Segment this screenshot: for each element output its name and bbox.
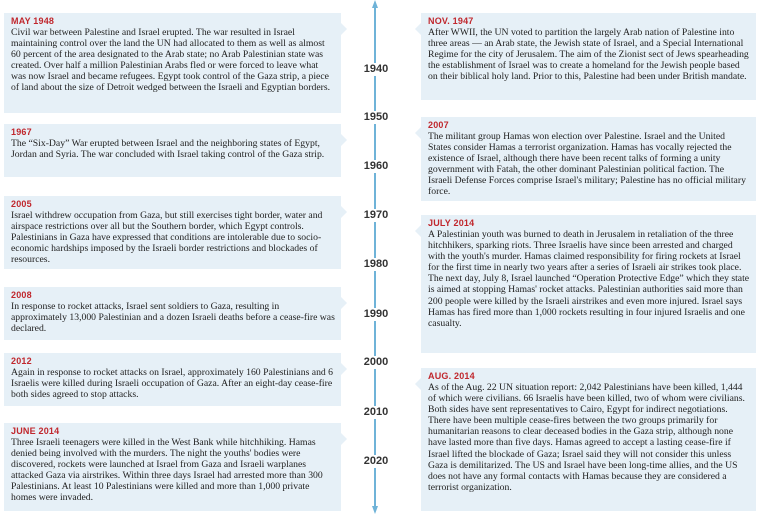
event-nov-1947 xyxy=(421,13,756,100)
event-2012 xyxy=(4,353,341,406)
event-text: The militant group Hamas won election over Palestine. Israel and the United States consider Hamas a terrorist organization. Hamas has vocally rejected the existence of Israel, although there have been recent talks of forming a unity government with Fatah, the other dominant Palestinian political faction. The Israeli Defense Forces comprise Israel's military; Palestine has no official military force. xyxy=(428,131,746,198)
event-text: Again in response to rocket attacks on Israel, approximately 160 Palestinians and 6 Israelis were killed during Israeli occupation of Gaza. After an eight-day cease-fire both sides agreed to stop attacks. xyxy=(11,367,334,401)
event-date: AUG. 2014 xyxy=(428,371,475,381)
event-date: JULY 2014 xyxy=(428,218,475,228)
event-june-2014 xyxy=(4,423,341,511)
event-aug-2014 xyxy=(421,368,756,511)
event-text: Three Israeli teenagers were killed in the West Bank while hitchhiking. Hamas denied being involved with the murders. The night the youths' bodies were discovered, rockets were launched at Israel from Gaza and Israeli warplanes attacked Gaza via airstrikes. Within three days Israel had arrested more than 300 Palestinians. At least 10 Palestinians were killed and more than 1,000 private homes were invaded. xyxy=(11,437,323,504)
event-2005 xyxy=(4,196,341,269)
event-date: MAY 1948 xyxy=(11,16,55,26)
year-label: 2010 xyxy=(346,406,406,419)
event-1967 xyxy=(4,124,341,177)
year-label: 1980 xyxy=(346,258,406,271)
event-2008 xyxy=(4,287,341,340)
year-label: 2020 xyxy=(346,455,406,468)
event-may-1948 xyxy=(4,13,341,113)
event-text: In response to rocket attacks, Israel sent soldiers to Gaza, resulting in approximately 13,000 Palestinian and a dozen Israeli deaths before a cease-fire was declared. xyxy=(11,301,335,335)
year-label: 1950 xyxy=(346,111,406,124)
event-text: Civil war between Palestine and Israel erupted. The war resulted in Israel maintaining control over the land the UN had allocated to them as well as almost 60 percent of the area designated to the Arab state; no Arab Palestinian state was created. Over half a million Palestinian Arabs fled or were forced to leave what was now Israel and became refugees. Egypt took control of the Gaza strip, a piece of land about the size of Detroit wedged between the Israeli and Egyptian borders. xyxy=(11,27,331,94)
axis-line xyxy=(374,6,376,508)
event-date: JUNE 2014 xyxy=(11,426,60,436)
event-date: NOV. 1947 xyxy=(428,16,474,26)
event-2007 xyxy=(421,117,756,201)
event-text: Israel withdrew occupation from Gaza, but still exercises tight border, water and airspace restrictions over all but the Southern border, which Egypt controls. Palestinians in Gaza have expressed that conditions are intolerable due to socio-economic hardships imposed by the Israeli border restrictions and blockades of resources. xyxy=(11,210,323,266)
year-label: 1970 xyxy=(346,209,406,222)
event-date: 2005 xyxy=(11,199,32,209)
event-date: 2008 xyxy=(11,290,32,300)
event-text: As of the Aug. 22 UN situation report: 2,042 Palestinians have been killed, 1,444 of which were civilians. 66 Israelis have been killed, two of whom were civilians. Both sides have sent representatives to Cairo, Egypt for indirect negotiations. There have been multiple cease-fires between the two groups primarily for humanitarian reasons to clear deceased bodies in the Gaza strip, although none have lasted more than five days. Hamas agreed to accept a lasting cease-fire if Israel lifted the blockade of Gaza; Israel said they will not consider this unless Gaza is demilitarized. The US and Israel have been long-time allies, and the US does not have any formal contacts with Hamas because they are considered a terrorist organization. xyxy=(428,382,745,493)
year-label: 2000 xyxy=(346,356,406,369)
axis-down-arrow-icon xyxy=(372,506,378,514)
year-label: 1960 xyxy=(346,160,406,173)
event-date: 1967 xyxy=(11,127,32,137)
year-label: 1940 xyxy=(346,63,406,76)
event-text: A Palestinian youth was burned to death in Jerusalem in retaliation of the three hitchhikers, sparking riots. Three Israelis have since been arrested and charged with the youth's murder. Hamas claimed responsibility for firing rockets at Israel for the first time in nearly two years after a series of Israeli air strikes took place. The next day, July 8, Israel launched “Operation Protective Edge” which they state is aimed at stopping Hamas' rocket attacks. Palestinian authorities said more than 200 people were killed by the Israeli airstrikes and even more injured. Israel says Hamas has fired more than 1,000 rockets resulting in four injured Israelis and one casualty. xyxy=(428,229,750,329)
event-date: 2012 xyxy=(11,356,32,366)
event-text: After WWII, the UN voted to partition the largely Arab nation of Palestine into three areas — an Arab state, the Jewish state of Israel, and a Special International Regime for the city of Jerusalem. The aim of the Zionist sect of Jews spearheading the establishment of Israel was to create a homeland for the Jewish people based on their biblical holy land. Prior to this, Palestine had been under British mandate. xyxy=(428,27,749,83)
timeline-axis xyxy=(372,0,378,514)
event-date: 2007 xyxy=(428,120,449,130)
event-text: The “Six-Day” War erupted between Israel and the neighboring states of Egypt, Jordan and Syria. The war concluded with Israel taking control of the Gaza strip. xyxy=(11,138,325,161)
event-july-2014 xyxy=(421,215,756,353)
year-label: 1990 xyxy=(346,308,406,321)
